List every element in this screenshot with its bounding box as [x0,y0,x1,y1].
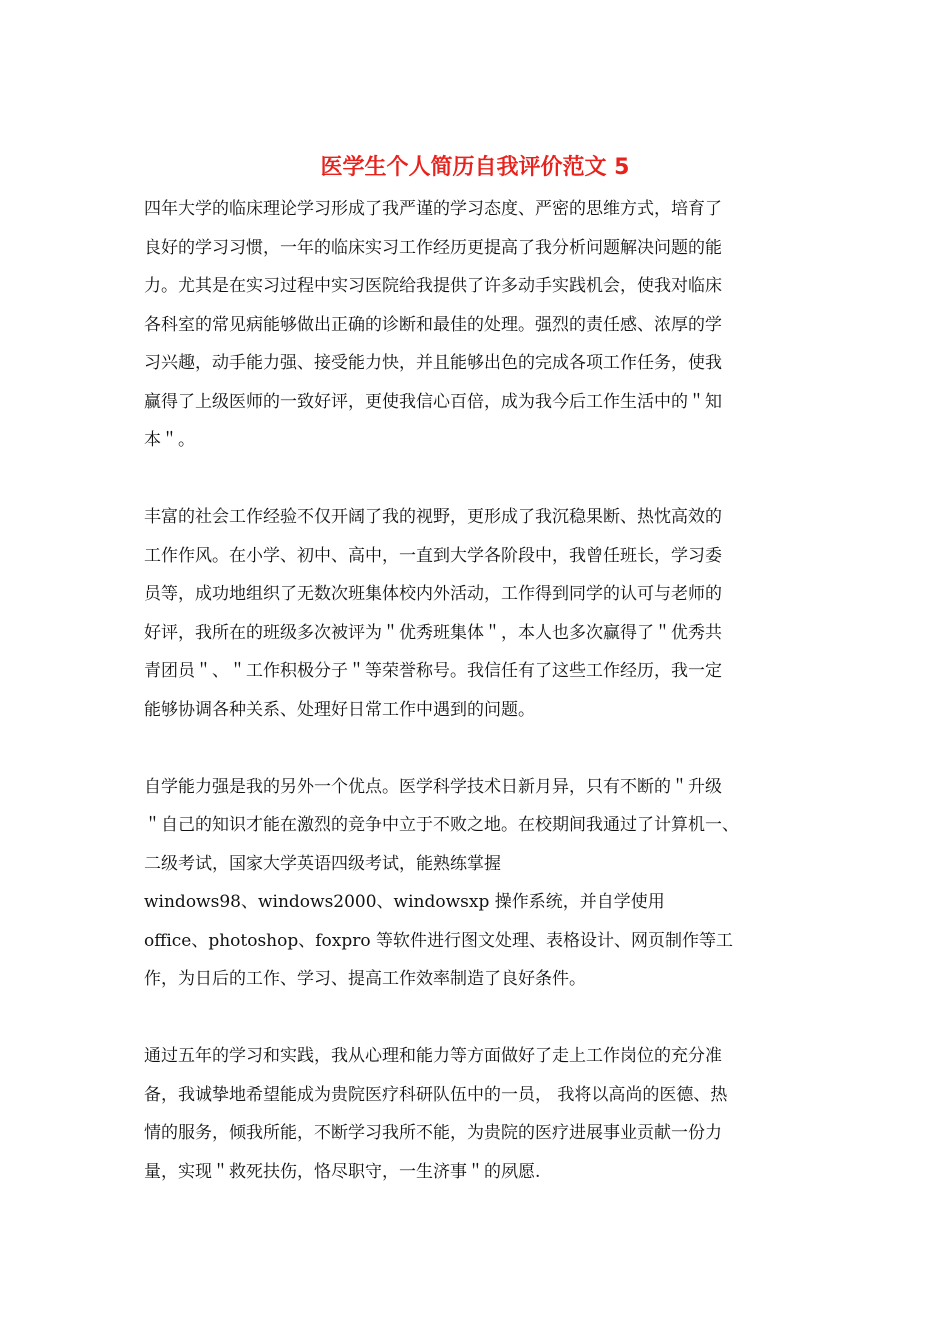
paragraph-1 [144,190,804,460]
text-line: 青团员＂、＂工作积极分子＂等荣誉称号。我信任有了这些工作经历，我一定 [144,661,722,681]
text-line: windows98、windows2000、windowsxp 操作系统，并自学使用 [144,892,665,912]
paragraph-4 [144,1037,804,1191]
text-line: 本＂。 [144,430,195,450]
text-line: 员等，成功地组织了无数次班集体校内外活动，工作得到同学的认可与老师的 [144,584,722,604]
text-line: 好评，我所在的班级多次被评为＂优秀班集体＂，本人也多次赢得了＂优秀共 [144,622,722,643]
text-line: 四年大学的临床理论学习形成了我严谨的学习态度、严密的思维方式，培育了 [144,199,722,219]
text-line: 二级考试，国家大学英语四级考试，能熟练掌握 [144,853,501,874]
text-line: 情的服务，倾我所能，不断学习我所不能，为贵院的医疗进展事业贡献一份力 [144,1123,722,1143]
text-line: 良好的学习习惯，一年的临床实习工作经历更提高了我分析问题解决问题的能 [144,237,722,258]
text-line: 备，我诚挚地希望能成为贵院医疗科研队伍中的一员， 我将以高尚的医德、热 [144,1084,728,1105]
text-line: 通过五年的学习和实践，我从心理和能力等方面做好了走上工作岗位的充分准 [144,1046,722,1066]
text-line: 习兴趣，动手能力强、接受能力快，并且能够出色的完成各项工作任务，使我 [144,353,722,373]
text-line: office、photoshop、foxpro 等软件进行图文处理、表格设计、网页制作等工 [144,930,734,951]
paragraph-3 [144,768,804,999]
text-line: 自学能力强是我的另外一个优点。医学科学技术日新月异，只有不断的＂升级 [144,776,722,797]
text-line: 作，为日后的工作、学习、提高工作效率制造了良好条件。 [144,969,586,989]
text-line: 各科室的常见病能够做出正确的诊断和最佳的处理。强烈的责任感、浓厚的学 [144,314,722,335]
text-line: 赢得了上级医师的一致好评，更使我信心百倍，成为我今后工作生活中的＂知 [144,391,722,412]
paragraph-2 [144,498,804,729]
text-line: 量，实现＂救死扶伤，恪尽职守，一生济事＂的夙愿. [144,1161,541,1182]
text-line: 能够协调各种关系、处理好日常工作中遇到的问题。 [144,699,535,720]
document-body [144,190,804,1191]
document-title: 医学生个人简历自我评价范文 5 [320,155,630,180]
text-line: 力。尤其是在实习过程中实习医院给我提供了许多动手实践机会，使我对临床 [144,276,722,296]
text-line: 工作作风。在小学、初中、高中，一直到大学各阶段中，我曾任班长，学习委 [144,545,722,566]
text-line: 丰富的社会工作经验不仅开阔了我的视野，更形成了我沉稳果断、热忱高效的 [144,507,722,527]
text-line: ＂自己的知识才能在激烈的竞争中立于不败之地。在校期间我通过了计算机一、 [144,815,739,835]
